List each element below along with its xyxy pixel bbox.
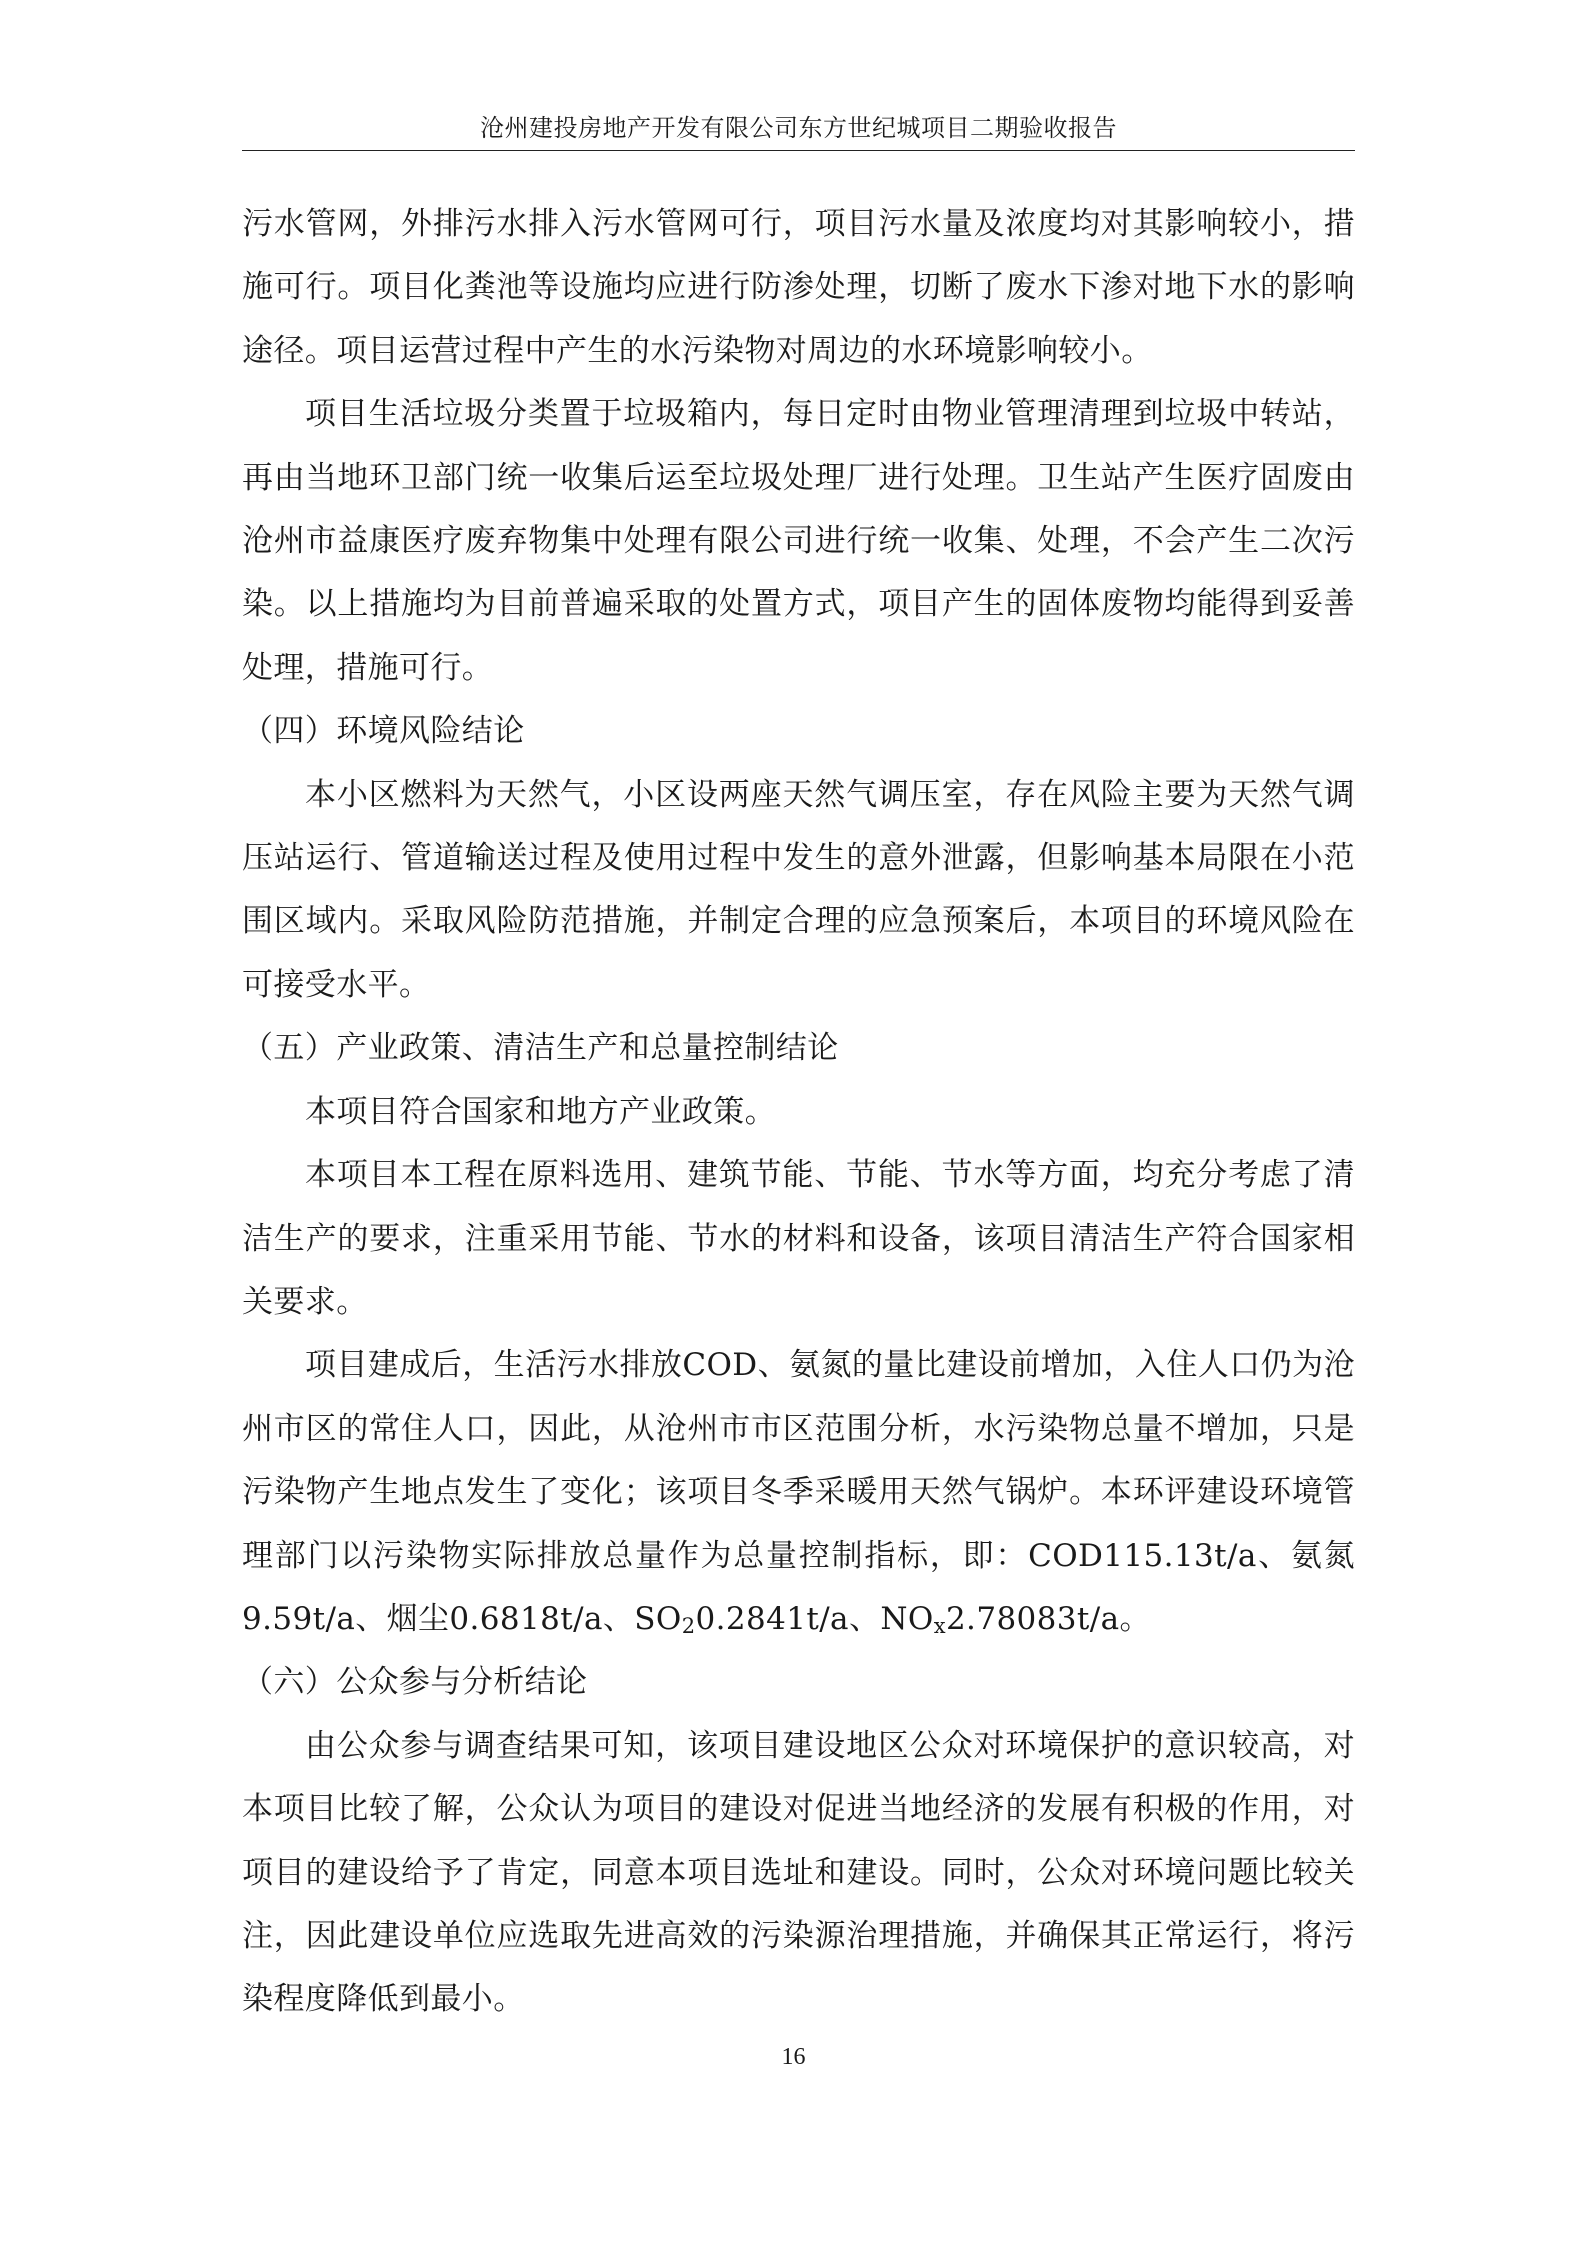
total-control-text-c: 2.78083t/a。 <box>945 1600 1151 1637</box>
page-header: 沧州建投房地产开发有限公司东方世纪城项目二期验收报告 <box>480 114 1117 142</box>
paragraph-wastewater: 污水管网，外排污水排入污水管网可行，项目污水量及浓度均对其影响较小，措施可行。项目化粪池等设施均应进行防渗处理，切断了废水下渗对地下水的影响途径。项目运营过程中产生的水污染物对周边的水环境影响较小。 <box>242 206 1355 369</box>
paragraph-public: 由公众参与调查结果可知，该项目建设地区公众对环境保护的意识较高，对本项目比较了解，公众认为项目的建设对促进当地经济的发展有积极的作用，对项目的建设给予了肯定，同意本项目选址和建设。同时，公众对环境问题比较关注，因此建设单位应选取先进高效的污染源治理措施，并确保其正常运行，将污染程度降低到最小。 <box>242 1727 1355 2018</box>
header-divider <box>242 150 1355 151</box>
paragraph-risk: 本小区燃料为天然气，小区设两座天然气调压室，存在风险主要为天然气调压站运行、管道输送过程及使用过程中发生的意外泄露，但影响基本局限在小范围区域内。采取风险防范措施，并制定合理的应急预案后，本项目的环境风险在可接受水平。 <box>242 776 1355 1003</box>
page-number: 16 <box>781 2044 806 2070</box>
document-body <box>242 193 1355 2032</box>
paragraph-policy: 本项目符合国家和地方产业政策。 <box>305 1093 776 1130</box>
section-heading-risk: （四）环境风险结论 <box>242 713 525 750</box>
nox-subscript: x <box>933 1613 946 1638</box>
section-heading-public: （六）公众参与分析结论 <box>242 1664 588 1701</box>
paragraph-clean-production: 本项目本工程在原料选用、建筑节能、节能、节水等方面，均充分考虑了清洁生产的要求，注重采用节能、节水的材料和设备，该项目清洁生产符合国家相关要求。 <box>242 1157 1355 1320</box>
total-control-text-a: 项目建成后，生活污水排放COD、氨氮的量比建设前增加，入住人口仍为沧州市区的常住人口，因此，从沧州市市区范围分析，水污染物总量不增加，只是污染物产生地点发生了变化；该项目冬季采暖用天然气锅炉。本环评建设环境管理部门以污染物实际排放总量作为总量控制指标，即：COD115.13t/a、氨氮9.59t/a、烟尘0.6818t/a、SO <box>242 1347 1355 1637</box>
paragraph-total-control <box>242 1334 1355 1651</box>
total-control-text-b: 0.2841t/a、NO <box>695 1600 934 1637</box>
paragraph-solid-waste: 项目生活垃圾分类置于垃圾箱内，每日定时由物业管理清理到垃圾中转站，再由当地环卫部门统一收集后运至垃圾处理厂进行处理。卫生站产生医疗固废由沧州市益康医疗废弃物集中处理有限公司进行统一收集、处理，不会产生二次污染。以上措施均为目前普遍采取的处置方式，项目产生的固体废物均能得到妥善处理，措施可行。 <box>242 396 1355 686</box>
so2-subscript: 2 <box>681 1613 696 1638</box>
section-heading-policy: （五）产业政策、清洁生产和总量控制结论 <box>242 1030 839 1067</box>
